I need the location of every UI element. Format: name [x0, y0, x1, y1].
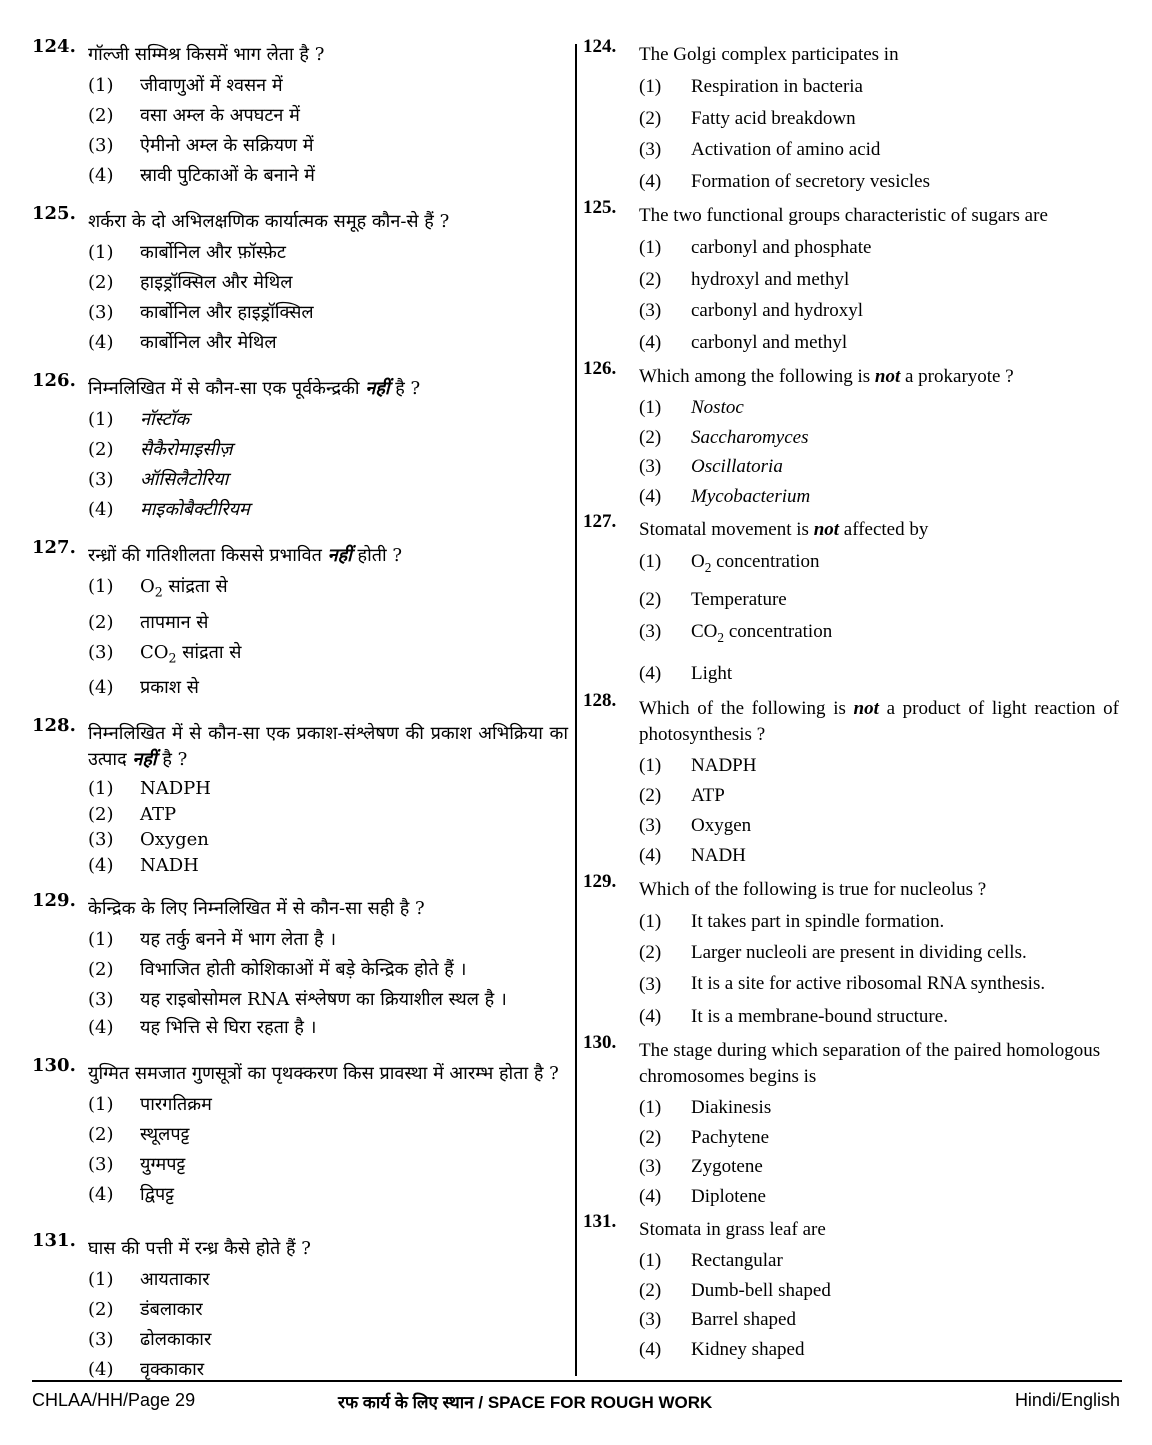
option-1 [88, 925, 568, 955]
option-text: तापमान से [140, 611, 209, 633]
option-label: (2) [639, 268, 662, 290]
option-4 [639, 1335, 1119, 1365]
option-text: ऐमीनो अम्ल के सक्रियण में [140, 135, 314, 156]
option-label: (3) [88, 989, 114, 1011]
question-number: 126. [583, 358, 617, 379]
option-text: Fatty acid breakdown [691, 107, 856, 129]
option-label: (2) [88, 272, 114, 293]
option-label: (1) [88, 576, 114, 597]
option-label: (3) [639, 139, 662, 160]
question-text-end: affected by [843, 519, 929, 540]
column-divider [575, 44, 577, 1376]
option-label: (1) [639, 1250, 662, 1272]
option-label: (4) [639, 1005, 662, 1027]
formula-subscript: 2 [154, 584, 163, 600]
option-4 [88, 328, 568, 358]
option-list [639, 751, 1119, 871]
option-3 [639, 452, 1119, 482]
question-text [639, 358, 1119, 393]
negation-word: not [813, 519, 840, 540]
question-text: केन्द्रिक के लिए निम्नलिखित में से कौन-सा सही है ? [88, 898, 425, 920]
option-text: नॉस्टॉक [140, 409, 190, 430]
option-text: प्रकाश से [140, 677, 199, 699]
language-label: Hindi/English [1014, 1390, 1120, 1410]
question-128 [32, 715, 568, 878]
option-label: (3) [639, 814, 662, 836]
option-label: (4) [88, 677, 114, 699]
option-label: (2) [88, 105, 114, 126]
question-130 [32, 1055, 568, 1210]
option-1 [639, 906, 1119, 938]
question-text-end: है ? [162, 749, 188, 771]
option-text: स्थूलपट्ट [140, 1124, 190, 1146]
option-text: Oxygen [691, 814, 752, 836]
option-text: वसा अम्ल के अपघटन में [140, 105, 300, 126]
option-1 [639, 71, 1119, 103]
question-number: 124. [583, 36, 617, 57]
option-label: (4) [88, 1017, 114, 1039]
question-text-end: a prokaryote ? [905, 366, 1014, 387]
option-label: (1) [639, 754, 662, 776]
option-text: कार्बोनिल और फ़ॉस्फ़ेट [140, 242, 286, 263]
option-label: (4) [88, 1184, 114, 1206]
option-list [639, 393, 1119, 511]
option-label: (3) [639, 620, 662, 642]
option-text: Larger nucleoli are present in dividing cells. [691, 942, 1027, 964]
option-label: (3) [88, 135, 114, 156]
option-2 [639, 937, 1119, 969]
option-3 [88, 827, 568, 853]
option-2 [88, 1295, 568, 1325]
option-label: (1) [88, 778, 114, 800]
option-list [88, 572, 568, 703]
question-text-start: रन्ध्रों की गतिशीलता किससे प्रभावित [88, 545, 322, 566]
option-4 [88, 1180, 568, 1210]
option-1 [639, 232, 1119, 264]
option-1 [639, 1246, 1119, 1276]
option-label: (2) [88, 439, 114, 460]
option-text: It is a site for active ribosomal RNA synthesis. [691, 972, 1046, 994]
option-label: (2) [88, 611, 114, 633]
option-list [639, 546, 1119, 690]
option-text: पारगतिक्रम [140, 1094, 212, 1116]
footer-rule [32, 1380, 1122, 1382]
option-label: (1) [88, 242, 114, 263]
option-text: यह राइबोसोमल RNA संश्लेषण का क्रियाशील स्थल है । [140, 989, 507, 1011]
option-text: Barrel shaped [691, 1309, 796, 1331]
question-text: Stomata in grass leaf are [639, 1219, 826, 1241]
question-number: 125. [32, 203, 76, 224]
question-text-end: a product of light reaction of photosynthesis ? [639, 697, 1120, 745]
option-text: Temperature [691, 588, 787, 610]
option-3 [88, 298, 568, 328]
question-text [639, 511, 1119, 546]
negation-word: not [853, 697, 879, 719]
option-text: युग्मपट्ट [140, 1154, 186, 1176]
option-label: (1) [88, 409, 114, 430]
question-129 [32, 890, 568, 1043]
option-4 [639, 841, 1119, 871]
option-text: Saccharomyces [691, 426, 809, 448]
option-4 [88, 161, 568, 191]
option-text: ATP [691, 784, 725, 806]
option-list [639, 1093, 1119, 1211]
option-text: carbonyl and hydroxyl [691, 300, 864, 321]
option-text [691, 551, 820, 575]
option-3 [88, 1325, 568, 1355]
option-label: (1) [639, 76, 662, 97]
question-text: The two functional groups characteristic of sugars are [639, 205, 1048, 226]
question-number: 130. [583, 1032, 617, 1054]
negation-word: not [874, 366, 901, 387]
option-text: It is a membrane-bound structure. [691, 1005, 948, 1027]
option-label: (1) [639, 910, 662, 932]
question-126 [32, 370, 568, 525]
option-3 [639, 969, 1119, 997]
option-4 [639, 1182, 1119, 1212]
option-label: (3) [639, 300, 662, 321]
option-4 [639, 482, 1119, 512]
question-text-start: निम्नलिखित में से कौन-सा एक प्रकाश-संश्लेषण की प्रकाश अभिक्रिया का उत्पाद [88, 723, 568, 771]
negation-word: नहीं [327, 545, 352, 566]
question-text: Which of the following is true for nucleolus ? [639, 878, 987, 900]
option-2 [88, 435, 568, 465]
question-text-end: होती ? [357, 545, 403, 566]
option-label: (4) [639, 1338, 662, 1360]
option-text [140, 576, 228, 600]
rough-work-english: SPACE FOR ROUGH WORK [487, 1393, 713, 1412]
option-label: (4) [88, 165, 114, 186]
option-text: यह भित्ति से घिरा रहता है । [140, 1017, 317, 1039]
option-label: (1) [639, 397, 662, 418]
option-text: carbonyl and phosphate [691, 237, 872, 258]
formula-base: O [691, 551, 705, 572]
option-label: (3) [639, 1156, 662, 1178]
rough-work-separator: / [473, 1393, 488, 1412]
option-2 [88, 955, 568, 985]
option-4 [88, 1013, 568, 1043]
option-4 [639, 1001, 1119, 1033]
option-text: माइकोबैक्टीरियम [140, 499, 250, 520]
option-label: (1) [639, 551, 662, 572]
option-text: Mycobacterium [691, 485, 811, 507]
question-124 [32, 36, 568, 191]
question-text-start: Which of the following is [639, 697, 846, 719]
question-125 [583, 197, 1119, 358]
question-number: 127. [583, 511, 617, 532]
option-label: (3) [88, 1329, 114, 1351]
option-2 [639, 264, 1119, 296]
option-text: It takes part in spindle formation. [691, 910, 945, 932]
negation-word: नहीं [132, 749, 157, 771]
option-label: (4) [88, 499, 114, 520]
option-label: (4) [88, 332, 114, 353]
question-130 [583, 1032, 1119, 1211]
question-text-start: निम्नलिखित में से कौन-सा एक पूर्वकेन्द्रकी [88, 378, 360, 399]
option-1 [88, 405, 568, 435]
option-label: (4) [639, 170, 662, 192]
option-text: Rectangular [691, 1250, 783, 1272]
english-column [583, 36, 1119, 1364]
question-text: युग्मित समजात गुणसूत्रों का पृथक्करण किस प्रावस्था में आरम्भ होता है ? [88, 1063, 559, 1085]
option-4 [639, 166, 1119, 198]
option-1 [88, 238, 568, 268]
option-2 [88, 101, 568, 131]
option-text: ऑसिलैटोरिया [140, 469, 229, 490]
question-number: 131. [583, 1211, 617, 1233]
option-1 [639, 546, 1119, 584]
option-text: carbonyl and methyl [691, 331, 848, 353]
option-text: Oscillatoria [691, 456, 783, 477]
option-2 [639, 584, 1119, 616]
option-label: (3) [88, 829, 114, 851]
question-text-start: Which among the following is [639, 366, 871, 387]
option-list [88, 776, 568, 878]
question-text-end: है ? [395, 378, 421, 399]
formula-subscript: 2 [717, 629, 725, 645]
option-3 [639, 295, 1119, 327]
question-number: 127. [32, 537, 76, 558]
option-list [88, 1265, 568, 1385]
option-3 [88, 985, 568, 1013]
option-text: Formation of secretory vesicles [691, 170, 931, 192]
option-label: (3) [88, 1154, 114, 1176]
option-list [639, 1246, 1119, 1364]
question-text-start: Stomatal movement is [639, 519, 809, 540]
option-text: स्रावी पुटिकाओं के बनाने में [140, 165, 315, 186]
option-label: (2) [88, 803, 114, 825]
question-number: 130. [32, 1055, 76, 1077]
question-131 [583, 1211, 1119, 1364]
option-list [88, 405, 568, 525]
option-label: (1) [88, 1269, 114, 1291]
formula-rest: concentration [711, 551, 820, 572]
option-text: Light [691, 662, 733, 684]
question-text [639, 690, 1119, 751]
option-text [691, 620, 833, 645]
question-number: 129. [32, 890, 76, 912]
question-125 [32, 203, 568, 358]
option-1 [639, 393, 1119, 423]
rough-work-label [338, 1390, 712, 1413]
option-text: Pachytene [691, 1126, 770, 1148]
option-label: (4) [639, 485, 662, 507]
option-text: NADH [691, 844, 746, 866]
option-text: यह तर्कु बनने में भाग लेता है । [140, 929, 337, 951]
question-text: घास की पत्ती में रन्ध्र कैसे होते हैं ? [88, 1238, 311, 1260]
option-label: (2) [88, 1124, 114, 1146]
formula-rest: सांद्रता से [176, 641, 242, 663]
option-list [639, 232, 1119, 358]
formula-rest: सांद्रता से [162, 576, 228, 597]
option-text: Diplotene [691, 1185, 766, 1207]
option-text: ATP [140, 803, 177, 825]
negation-word: नहीं [365, 378, 390, 399]
option-label: (2) [639, 588, 662, 610]
question-text [88, 537, 568, 572]
option-label: (2) [88, 1299, 114, 1321]
formula-subscript: 2 [704, 559, 712, 575]
option-text: डंबलाकार [140, 1299, 203, 1321]
option-text: वृक्काकार [140, 1359, 205, 1381]
question-number: 125. [583, 197, 617, 218]
question-124 [583, 36, 1119, 197]
option-text: Activation of amino acid [691, 139, 881, 160]
option-label: (2) [88, 959, 114, 981]
formula-rest: concentration [724, 620, 833, 642]
option-2 [88, 268, 568, 298]
option-label: (4) [88, 1359, 114, 1381]
option-2 [639, 1123, 1119, 1153]
option-label: (4) [639, 331, 662, 353]
option-text: विभाजित होती कोशिकाओं में बड़े केन्द्रिक होते हैं । [140, 959, 467, 981]
option-3 [88, 131, 568, 161]
option-label: (4) [88, 854, 114, 876]
option-2 [639, 1276, 1119, 1306]
option-2 [88, 608, 568, 638]
question-number: 128. [583, 689, 617, 711]
question-text: The stage during which separation of the paired homologous chromosomes begins is [639, 1040, 1101, 1088]
option-list [639, 71, 1119, 197]
option-text: hydroxyl and methyl [691, 268, 850, 290]
formula-base: CO [691, 620, 718, 642]
option-1 [88, 1090, 568, 1120]
option-text: कार्बोनिल और मेथिल [140, 332, 277, 353]
option-label: (2) [639, 426, 662, 448]
option-text: NADPH [691, 754, 757, 776]
question-127 [32, 537, 568, 703]
option-text: द्विपट्ट [140, 1184, 175, 1206]
option-text: हाइड्रॉक्सिल और मेथिल [140, 272, 293, 293]
option-2 [639, 781, 1119, 811]
option-label: (4) [639, 662, 662, 684]
option-label: (1) [88, 1094, 114, 1116]
page-code: CHLAA/HH/Page 29 [32, 1390, 196, 1410]
formula-base: CO [140, 641, 169, 663]
option-label: (2) [639, 1126, 662, 1148]
option-1 [88, 1265, 568, 1295]
option-label: (2) [639, 942, 662, 964]
option-text: Kidney shaped [691, 1338, 805, 1360]
formula-base: O [140, 576, 155, 597]
option-label: (1) [88, 75, 114, 96]
option-list [639, 906, 1119, 1033]
option-3 [88, 465, 568, 495]
option-3 [639, 134, 1119, 166]
question-number: 129. [583, 870, 617, 892]
option-3 [88, 1150, 568, 1180]
option-label: (3) [639, 973, 662, 995]
option-text: Zygotene [691, 1156, 763, 1178]
option-text [140, 641, 242, 666]
option-3 [639, 1305, 1119, 1335]
option-text: Nostoc [691, 397, 744, 418]
option-text: आयताकार [140, 1269, 210, 1291]
question-number: 126. [32, 370, 76, 391]
option-1 [639, 1093, 1119, 1123]
option-label: (1) [639, 237, 662, 258]
formula-subscript: 2 [168, 650, 177, 666]
option-1 [88, 776, 568, 802]
option-text: NADH [140, 854, 199, 876]
option-4 [88, 853, 568, 879]
option-text: कार्बोनिल और हाइड्रॉक्सिल [140, 302, 314, 323]
option-4 [88, 495, 568, 525]
option-1 [88, 71, 568, 101]
option-label: (4) [639, 1185, 662, 1207]
option-2 [639, 423, 1119, 453]
option-list [88, 238, 568, 358]
question-126 [583, 358, 1119, 511]
option-4 [88, 673, 568, 703]
rough-work-hindi: रफ कार्य के लिए स्थान [338, 1393, 474, 1412]
question-number: 124. [32, 36, 76, 57]
option-2 [88, 802, 568, 828]
question-number: 131. [32, 1230, 76, 1252]
option-list [88, 71, 568, 191]
option-text: Diakinesis [691, 1097, 772, 1119]
option-1 [639, 751, 1119, 781]
question-text [88, 715, 568, 776]
option-3 [88, 638, 568, 674]
option-label: (3) [88, 469, 114, 490]
option-text: Dumb-bell shaped [691, 1279, 831, 1301]
question-128 [583, 690, 1119, 871]
option-2 [88, 1120, 568, 1150]
option-3 [639, 811, 1119, 841]
option-text: ढोलकाकार [140, 1329, 212, 1351]
question-text: गॉल्जी सम्मिश्र किसमें भाग लेता है ? [88, 44, 325, 65]
option-label: (2) [639, 107, 662, 129]
option-list [88, 1090, 568, 1210]
option-1 [88, 572, 568, 608]
option-label: (2) [639, 784, 662, 806]
option-text: Respiration in bacteria [691, 76, 863, 97]
option-3 [639, 1152, 1119, 1182]
option-text: NADPH [140, 778, 211, 800]
option-label: (3) [639, 1309, 662, 1331]
option-label: (3) [88, 641, 114, 663]
question-text [88, 370, 568, 405]
option-text: सैकैरोमाइसीज़ [140, 439, 233, 460]
option-label: (1) [88, 929, 114, 951]
question-127 [583, 511, 1119, 690]
question-text: The Golgi complex participates in [639, 44, 899, 65]
option-label: (3) [639, 456, 662, 477]
option-4 [639, 327, 1119, 359]
option-label: (2) [639, 1279, 662, 1301]
option-text: जीवाणुओं में श्वसन में [140, 75, 283, 96]
question-129 [583, 871, 1119, 1033]
option-list [88, 925, 568, 1043]
option-2 [639, 103, 1119, 135]
option-text: Oxygen [140, 829, 209, 851]
option-3 [639, 616, 1119, 654]
option-4 [639, 658, 1119, 690]
option-label: (3) [88, 302, 114, 323]
question-number: 128. [32, 715, 76, 737]
question-text: शर्करा के दो अभिलक्षणिक कार्यात्मक समूह कौन-से हैं ? [88, 211, 450, 232]
hindi-column [32, 36, 568, 1385]
option-label: (1) [639, 1097, 662, 1119]
option-label: (4) [639, 844, 662, 866]
question-131 [32, 1230, 568, 1385]
